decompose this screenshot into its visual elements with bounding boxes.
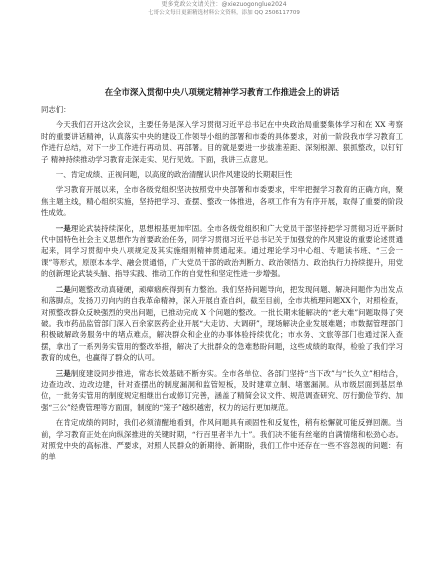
header-line-1: 更多党政公文请关注：@xiezuogonglue2024 xyxy=(161,1,287,8)
page-header xyxy=(0,0,448,30)
section-1-intro: 学习教育开展以来，全市各级党组织坚决按照党中央部署和市委要求，牢牢把握学习教育的正确方向，聚焦主题主线，精心组织实施，坚持把学习、查摆、整改一体推进，各项工作有为有序开展，取得了重要的阶段性成效。 xyxy=(41,185,403,218)
point-3-paragraph xyxy=(41,368,403,414)
point-3-text: 制度建设同步推进，常态长效基础不断夯实。全市各单位、各部门坚持“当下改”与“长久立”相结合，边查边改、边改边建，针对查摆出的制度漏洞和监管短板，及时建章立制、堵塞漏洞。从市级层面到基层单位，一批务实管用的制度规定相继出台或修订完善，涵盖了精简会议文件、规范调查研究、厉行勤俭节约、加强“三公”经费管理等方面面，制度的“笼子”越织越密，权力的运行更加规范。 xyxy=(41,368,403,412)
section-1-heading: 一、肯定成绩、正视问题，以高度的政治清醒认识作风建设的长期艰巨性 xyxy=(55,170,293,180)
document-body xyxy=(41,86,403,467)
closing-paragraph xyxy=(41,417,403,463)
point-1-lead: 一是 xyxy=(55,223,71,233)
point-1-paragraph xyxy=(41,223,403,280)
point-2-paragraph xyxy=(41,284,403,364)
point-2-text: 问题整改动真碰硬，顽瘴痼疾得到有力整治。我们坚持问题导向，把发现问题、解决问题作为出发点和落脚点，发扬刀刃向内的自我革命精神，深入开展自查自纠，截至目前，全市共梳理问题XX个，对照检查，对照整改群众反映强烈的突出问题，已推动完成 X 个问题的整改。一批长期未能解决的“老大难”问题取得了突破。我市药品监管部门深入百余家医药企业开展“大走访、大调研”，现场解决企业发展难题；市数据管理部门积极破解政务服务中的堵点难点，解决群众和企业的办事体验持续优化；市水务、文旅等部门也通过深入查摆，拿出了一系列务实管用的整改举措，解决了大批群众的急难愁盼问题，这些成绩的取得，检验了我们学习教育的成色，也赢得了群众的认可。 xyxy=(41,284,403,363)
point-2-lead: 二是 xyxy=(55,284,71,294)
document-title: 在全市深入贯彻中央八项规定精神学习教育工作推进会上的讲话 xyxy=(104,87,340,97)
closing-text: 在肯定成绩的同时，我们必须清醒地看到，作风问题具有顽固性和反复性，稍有松懈就可能反弹回潮。当前，学习教育正处在向纵深推进的关键时期，“行百里者半九十”。我们决不能有丝毫的自满情绪和松劲心态。对照党中央的高标准、严要求，对照人民群众的新期待、新期盼，我们工作中还存在一些不容忽视的问题： xyxy=(41,418,403,450)
greeting: 同志们： xyxy=(41,105,71,114)
intro-paragraph: 今天我们召开这次会议，主要任务是深入学习贯彻习近平总书记在中央政治局重要集体学习和在 XX 考察时的重要讲话精神，认真落实中央的建设工作领导小组的部署和市委的具体要求，对前一阶段我市学习教育工作进行总结，对下一步工作进行再动员、再部署。目的就是要进一步拔准差距、深刻根源、狠抓整改，以钉钉子 精神持续推动学习教育走深走实、见行见效。下面，我讲三点意见。 xyxy=(41,120,403,164)
point-1-text: 理论武装持续深化，思想根基更加牢固。全市各级党组织和广大党员干部坚持把学习贯彻习近平新时代中国特色社会主义思想作为首要政治任务，同学习贯彻习近平总书记关于加强党的作风建设的重要论述贯通起来，同学习贯彻中央八项规定及其实施细则精神贯通起来。通过理论学习中心组、专题读书班、“三会一课”等形式，原原本本学、融会贯通悟，广大党员干部的政治判断力、政治领悟力、政治执行力持续提升，用党的创新理论武装头脑、指导实践、推动工作的自觉性和坚定性进一步增强。 xyxy=(41,223,403,279)
header-line-2: 七哥公文每日更新精选材料公文资料，添加 QQ 2506117709 xyxy=(148,10,300,16)
closing-tail: 有的单 xyxy=(41,440,403,462)
point-3-lead: 三是 xyxy=(55,368,71,378)
